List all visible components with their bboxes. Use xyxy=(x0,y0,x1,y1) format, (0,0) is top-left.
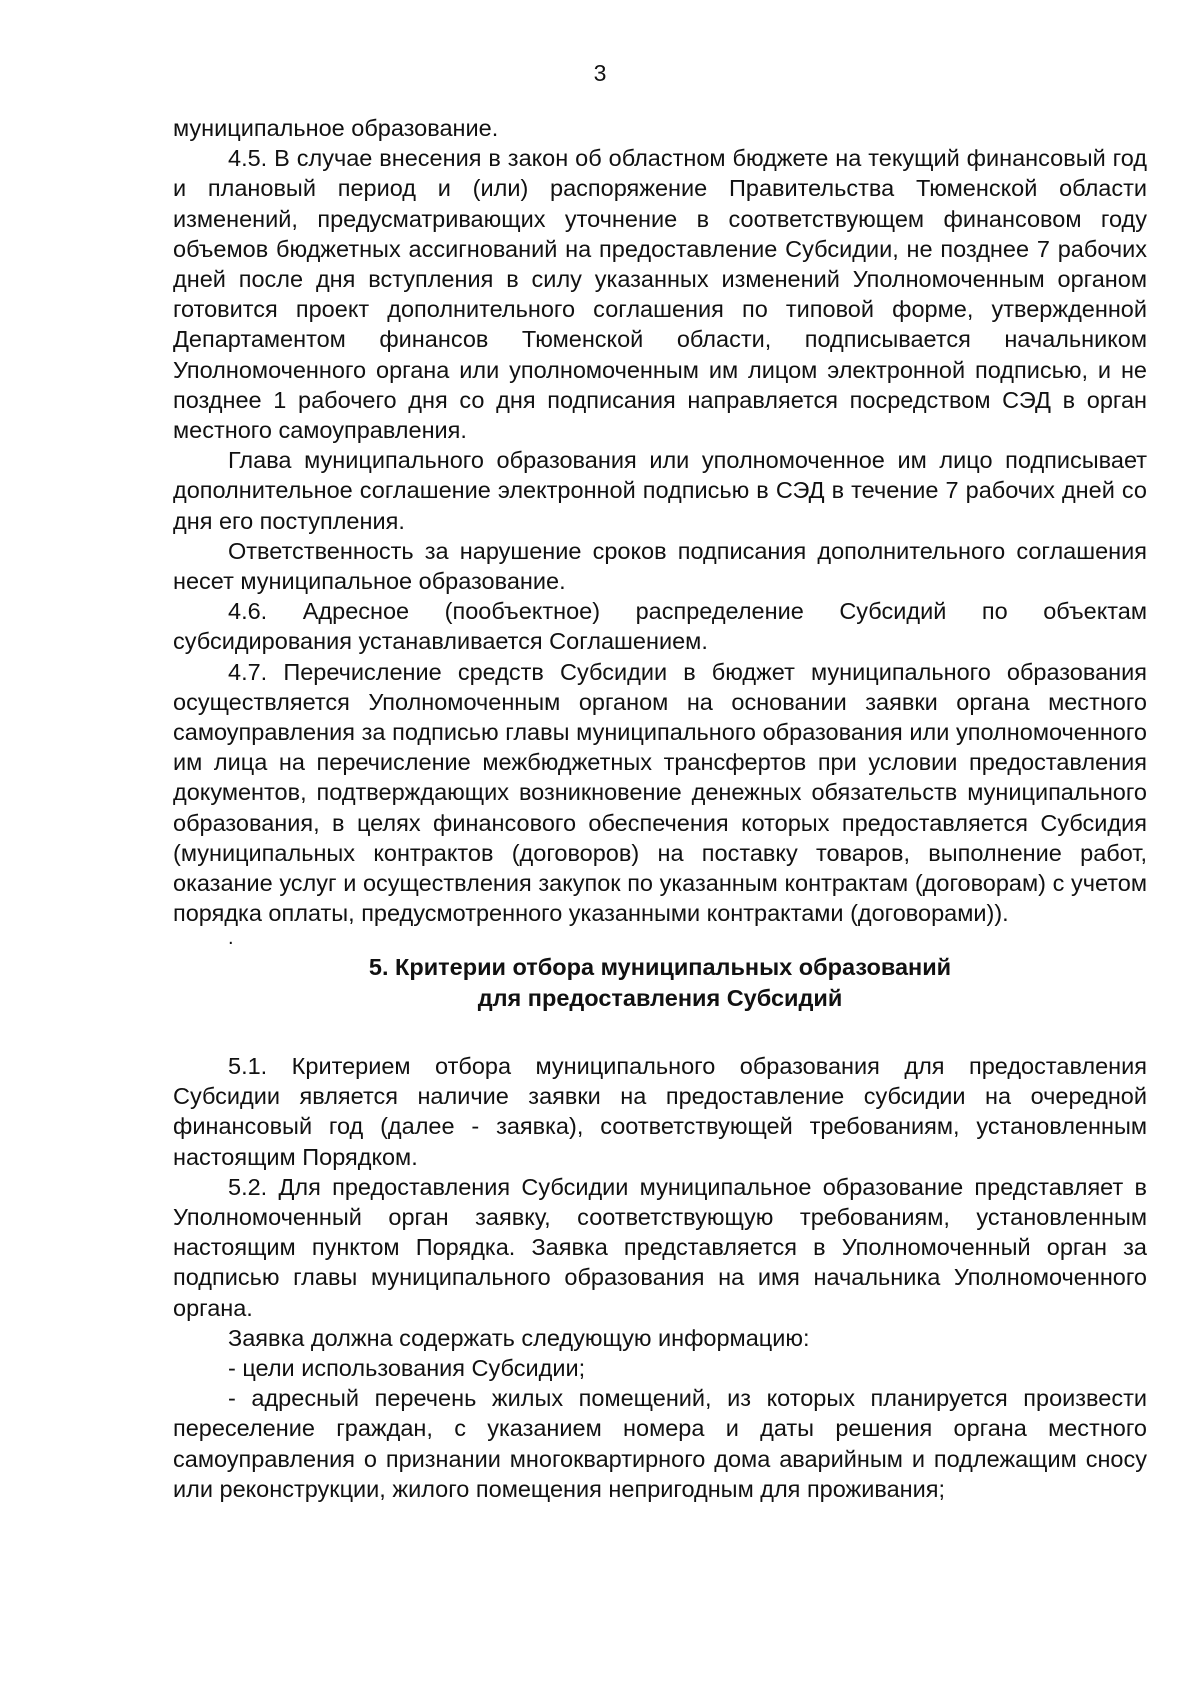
paragraph-4-7: 4.7. Перечисление средств Субсидии в бюджет муниципального образования осуществляется Уполномоченным органом на основании заявки органа местного самоуправления за подписью главы муниципального образования или уполномоченного им лица на перечисление межбюджетных трансфертов при условии предоставления документов, подтверждающих возникновение денежных обязательств муниципального образования, в целях финансового обеспечения которых предоставляется Субсидия (муниципальных контрактов (договоров) на поставку товаров, выполнение работ, оказание услуг и осуществления закупок по указанным контрактам (договорам) с учетом порядка оплаты, предусмотренного указанными контрактами (договорами)). xyxy=(173,658,1147,927)
section-heading xyxy=(173,952,1147,1012)
paragraph-4-6: 4.6. Адресное (пообъектное) распределение Субсидий по объектам субсидирования устанавливается Соглашением. xyxy=(173,598,1147,655)
section-heading-line-2: для предоставления Субсидий xyxy=(477,984,843,1011)
page-number: 3 xyxy=(593,60,607,86)
stray-mark: . xyxy=(228,927,234,950)
document-body xyxy=(173,113,1147,1504)
paragraph: Глава муниципального образования или уполномоченное им лицо подписывает дополнительное соглашение электронной подписью в СЭД в течение 7 рабочих дней со дня его поступления. xyxy=(173,447,1147,534)
list-item: - цели использования Субсидии; xyxy=(228,1354,586,1381)
list-item: - адресный перечень жилых помещений, из которых планируется произвести переселение граждан, с указанием номера и даты решения органа местного самоуправления о признании многоквартирного дома аварийным и подлежащим сносу или реконструкции, жилого помещения непригодным для проживания; xyxy=(173,1385,1147,1502)
paragraph: Заявка должна содержать следующую информацию: xyxy=(228,1324,810,1351)
section-heading-line-1: 5. Критерии отбора муниципальных образований xyxy=(368,954,952,981)
paragraph-5-1: 5.1. Критерием отбора муниципального образования для предоставления Субсидии является наличие заявки на предоставление субсидии на очередной финансовый год (далее - заявка), соответствующей требованиям, установленным настоящим Порядком. xyxy=(173,1052,1147,1170)
paragraph-5-2: 5.2. Для предоставления Субсидии муниципальное образование представляет в Уполномоченный орган заявку, соответствующую требованиям, установленным настоящим пунктом Порядка. Заявка представляется в Уполномоченный орган за подписью главы муниципального образования на имя начальника Уполномоченного органа. xyxy=(173,1173,1147,1321)
paragraph: Ответственность за нарушение сроков подписания дополнительного соглашения несет муниципальное образование. xyxy=(173,537,1147,595)
paragraph-4-5: 4.5. В случае внесения в закон об областном бюджете на текущий финансовый год и плановый период и (или) распоряжение Правительства Тюменской области изменений, предусматривающих уточнение в соответствующем финансовом году объемов бюджетных ассигнований на предоставление Субсидии, не позднее 7 рабочих дней после дня вступления в силу указанных изменений Уполномоченным органом готовится проект дополнительного соглашения по типовой форме, утвержденной Департаментом финансов Тюменской области, подписывается начальником Уполномоченного органа или уполномоченным им лицом электронной подписью, и не позднее 1 рабочего дня со дня подписания направляется посредством СЭД в орган местного самоуправления. xyxy=(173,145,1147,444)
paragraph: муниципальное образование. xyxy=(173,115,499,141)
